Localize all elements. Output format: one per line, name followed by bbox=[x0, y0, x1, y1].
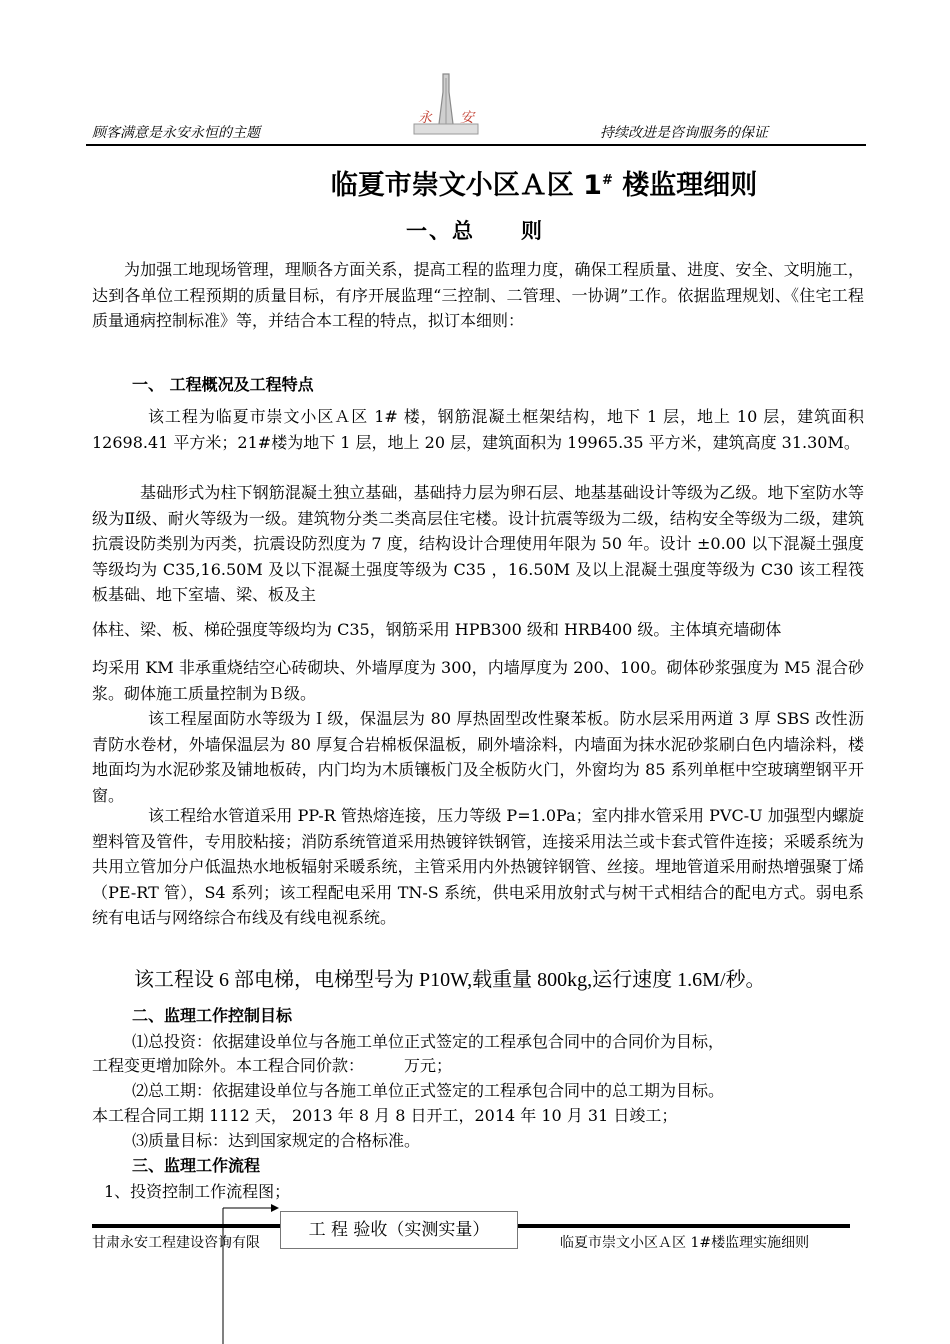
section-1-heading: 一、 工程概况及工程特点 bbox=[132, 375, 314, 394]
flow-box-acceptance: 工 程 验收（实测实量） bbox=[280, 1211, 518, 1249]
tower-logo-icon bbox=[410, 72, 482, 140]
svg-text:安: 安 bbox=[460, 110, 474, 126]
chapter-heading: 一、总 则 bbox=[406, 219, 544, 243]
overview-paragraph-2-cont: 体柱、梁、板、梯砼强度等级均为 C35，钢筋采用 HPB300 级和 HRB400 级。主体填充墙砌体 bbox=[92, 620, 782, 639]
target-schedule: ⑵总工期：依据建设单位与各施工单位正式签定的工程承包合同中的总工期为目标。 bbox=[132, 1081, 725, 1100]
elevator-statement: 该工程设 6 部电梯，电梯型号为 P10W,载重量 800kg,运行速度 1.6M/秒。 bbox=[134, 969, 766, 991]
company-logo bbox=[410, 72, 482, 140]
arrow-right-icon bbox=[271, 1204, 279, 1212]
header-motto-left: 顾客满意是永安永恒的主题 bbox=[92, 125, 260, 141]
intro-paragraph: 为加强工地现场管理，理顺各方面关系，提高工程的监理力度，确保工程质量、进度、安全、文明施工，达到各单位工程预期的质量目标，有序开展监理“三控制、二管理、一协调”工作。依据监理规划、《住宅工程质量通病控制标准》等，并结合本工程的特点，拟订本细则： bbox=[92, 260, 864, 330]
target-investment: ⑴总投资：依据建设单位与各施工单位正式签定的工程承包合同中的合同价为目标， bbox=[132, 1032, 725, 1051]
logo-text: 永 bbox=[418, 110, 432, 126]
flowchart-item-1: 1、投资控制工作流程图； bbox=[104, 1182, 291, 1201]
header-rule bbox=[86, 144, 866, 146]
footer-rule-left bbox=[92, 1224, 282, 1228]
header-motto-right: 持续改进是咨询服务的保证 bbox=[600, 125, 768, 141]
overview-paragraph-4: 该工程给水管道采用 PP-R 管热熔连接，压力等级 P=1.0Pa；室内排水管采用 PVC-U 加强型内螺旋塑料管及管件，专用胶粘接；消防系统管道采用热镀锌铁钢管，连接采用法兰或卡套式管件连接；采暖系统为共用立管加分户低温热水地板辐射采暖系统，主管采用内外热镀锌钢管、丝接。埋地管道采用耐热增强聚丁烯（PE-RT 管），S4 系列；该工程配电采用 TN-S 系统，供电采用放射式与树干式相结合的配电方式。弱电系统有电话与网络综合布线及有线电视系统。 bbox=[92, 806, 864, 927]
flowchart-connector bbox=[215, 1196, 285, 1344]
section-3-heading: 三、监理工作流程 bbox=[132, 1156, 261, 1175]
overview-paragraph-2: 基础形式为柱下钢筋混凝土独立基础，基础持力层为卵石层、地基基础设计等级为乙级。地下室防水等级为Ⅱ级、耐火等级为一级。建筑物分类二类高层住宅楼。设计抗震等级为二级，结构安全等级为二级，建筑抗震设防类别为丙类，抗震设防烈度为 7 度，结构设计合理使用年限为 50 年。设计 ±0.00 以下混凝土强度等级均为 C35,16.50M 及以下混凝土强度等级为 C35 ，16.50M 及以上混凝土强度等级为 C30 该工程筏板基础、地下室墙、梁、板及主 bbox=[92, 483, 864, 604]
document-title: 临夏市崇文小区Ａ区 1# 楼监理细则 bbox=[330, 170, 758, 201]
footer-document-name: 临夏市崇文小区Ａ区 1#楼监理实施细则 bbox=[560, 1235, 810, 1251]
footer-rule-right bbox=[515, 1224, 850, 1228]
overview-paragraph-3: 该工程屋面防水等级为Ｉ级，保温层为 80 厚热固型改性聚苯板。防水层采用两道 3 厚 SBS 改性沥青防水卷材，外墙保温层为 80 厚复合岩棉板保温板，刷外墙涂料，内墙面为抹水泥砂浆刷白色内墙涂料，楼地面均为水泥砂浆及铺地板砖，内门均为木质镶板门及全板防火门，外窗均为 85 系列单框中空玻璃塑钢平开窗。 bbox=[92, 709, 864, 805]
footer-company: 甘肃永安工程建设咨询有限 bbox=[92, 1235, 260, 1251]
section-2-heading: 二、监理工作控制目标 bbox=[132, 1006, 293, 1025]
target-schedule-cont: 本工程合同工期 1112 天， 2013 年 8 月 8 日开工，2014 年 10 月 31 日竣工； bbox=[92, 1106, 678, 1125]
overview-paragraph-1: 该工程为临夏市崇文小区Ａ区 1# 楼，钢筋混凝土框架结构，地下 1 层，地上 10 层，建筑面积 12698.41 平方米；21#楼为地下 1 层，地上 20 层，建筑面积为 19965.35 平方米，建筑高度 31.30M。 bbox=[92, 407, 864, 452]
target-investment-cont: 工程变更增加除外。本工程合同价款： 万元； bbox=[92, 1056, 453, 1075]
overview-paragraph-2-end: 均采用 KM 非承重烧结空心砖砌块、外墙厚度为 300，内墙厚度为 200、100。砌体砂浆强度为 M5 混合砂浆。砌体施工质量控制为Ｂ级。 bbox=[92, 658, 864, 703]
target-quality: ⑶质量目标：达到国家规定的合格标准。 bbox=[132, 1131, 421, 1150]
